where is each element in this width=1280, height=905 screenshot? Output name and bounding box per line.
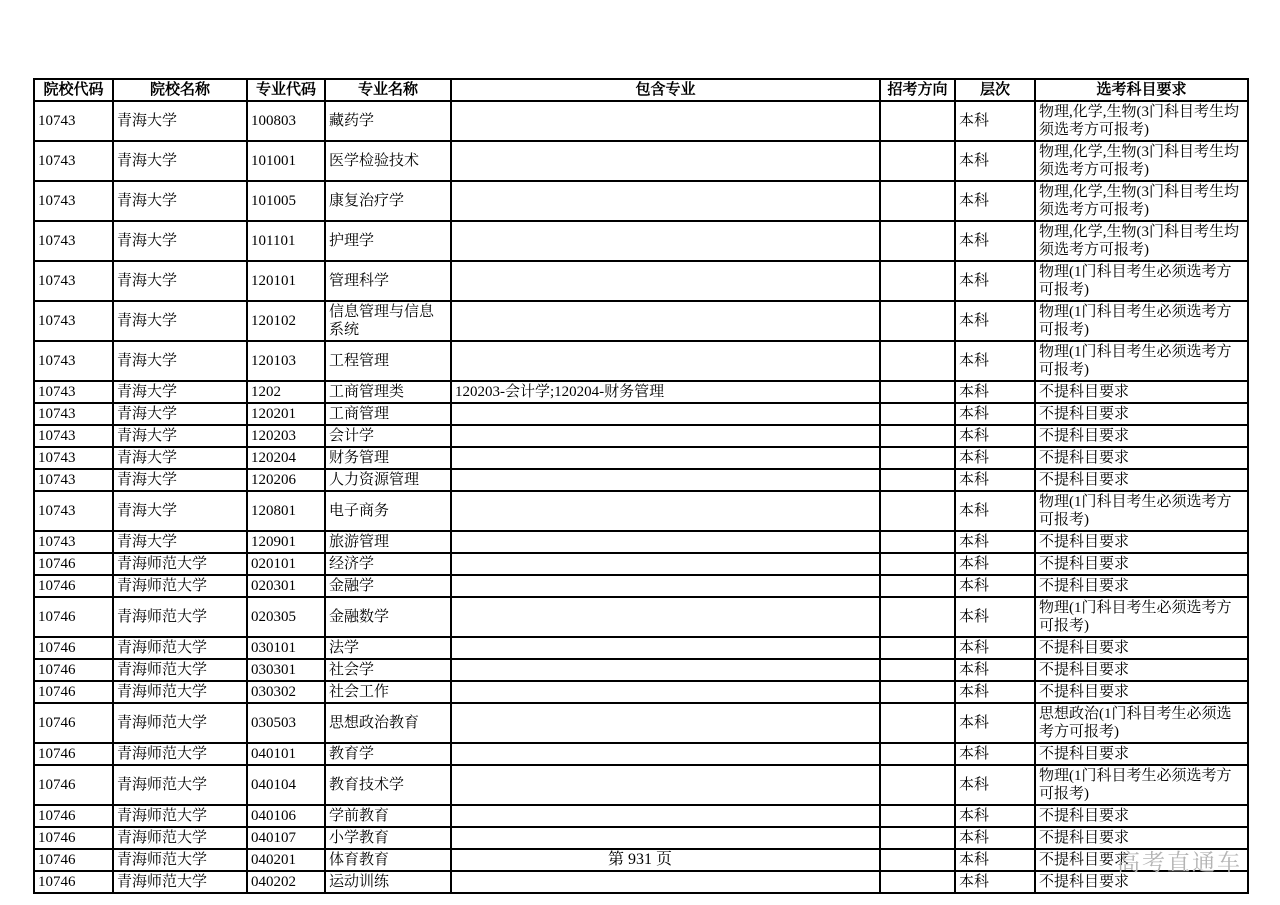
cell-included-majors bbox=[451, 805, 880, 827]
cell-exam-direction bbox=[880, 743, 955, 765]
cell-exam-direction bbox=[880, 597, 955, 637]
cell-major-name: 护理学 bbox=[325, 221, 451, 261]
cell-included-majors bbox=[451, 637, 880, 659]
cell-college-code: 10746 bbox=[34, 871, 113, 893]
cell-exam-direction bbox=[880, 301, 955, 341]
cell-college-code: 10746 bbox=[34, 827, 113, 849]
cell-level: 本科 bbox=[955, 261, 1035, 301]
cell-college-name: 青海大学 bbox=[113, 469, 247, 491]
cell-included-majors bbox=[451, 743, 880, 765]
table-body bbox=[34, 101, 1248, 893]
cell-college-code: 10743 bbox=[34, 469, 113, 491]
table-row bbox=[34, 341, 1248, 381]
cell-included-majors bbox=[451, 491, 880, 531]
cell-college-name: 青海大学 bbox=[113, 221, 247, 261]
cell-major-name: 旅游管理 bbox=[325, 531, 451, 553]
cell-college-name: 青海大学 bbox=[113, 403, 247, 425]
cell-major-code: 040202 bbox=[247, 871, 325, 893]
cell-subject-requirements: 不提科目要求 bbox=[1035, 637, 1248, 659]
table-row bbox=[34, 637, 1248, 659]
cell-exam-direction bbox=[880, 181, 955, 221]
cell-level: 本科 bbox=[955, 597, 1035, 637]
table-row bbox=[34, 765, 1248, 805]
cell-college-code: 10743 bbox=[34, 491, 113, 531]
cell-included-majors bbox=[451, 469, 880, 491]
cell-major-code: 030101 bbox=[247, 637, 325, 659]
cell-major-code: 020305 bbox=[247, 597, 325, 637]
cell-major-code: 120206 bbox=[247, 469, 325, 491]
cell-included-majors bbox=[451, 553, 880, 575]
cell-included-majors bbox=[451, 447, 880, 469]
table-row bbox=[34, 743, 1248, 765]
table-row bbox=[34, 531, 1248, 553]
cell-college-name: 青海大学 bbox=[113, 531, 247, 553]
cell-college-name: 青海大学 bbox=[113, 447, 247, 469]
table-row bbox=[34, 301, 1248, 341]
cell-exam-direction bbox=[880, 681, 955, 703]
cell-major-name: 人力资源管理 bbox=[325, 469, 451, 491]
cell-exam-direction bbox=[880, 381, 955, 403]
cell-subject-requirements: 不提科目要求 bbox=[1035, 827, 1248, 849]
cell-level: 本科 bbox=[955, 425, 1035, 447]
page-number: 第 931 页 bbox=[607, 851, 672, 868]
cell-college-code: 10746 bbox=[34, 805, 113, 827]
column-header-college-code: 院校代码 bbox=[34, 79, 113, 101]
cell-level: 本科 bbox=[955, 637, 1035, 659]
cell-exam-direction bbox=[880, 101, 955, 141]
cell-level: 本科 bbox=[955, 849, 1035, 871]
table-row bbox=[34, 141, 1248, 181]
cell-college-code: 10746 bbox=[34, 575, 113, 597]
cell-subject-requirements: 不提科目要求 bbox=[1035, 381, 1248, 403]
cell-included-majors bbox=[451, 681, 880, 703]
cell-included-majors bbox=[451, 597, 880, 637]
cell-included-majors bbox=[451, 575, 880, 597]
cell-subject-requirements: 不提科目要求 bbox=[1035, 849, 1248, 871]
cell-major-name: 社会工作 bbox=[325, 681, 451, 703]
cell-college-name: 青海大学 bbox=[113, 491, 247, 531]
table-row bbox=[34, 221, 1248, 261]
cell-major-name: 社会学 bbox=[325, 659, 451, 681]
cell-exam-direction bbox=[880, 659, 955, 681]
cell-subject-requirements: 不提科目要求 bbox=[1035, 403, 1248, 425]
cell-subject-requirements: 不提科目要求 bbox=[1035, 743, 1248, 765]
cell-exam-direction bbox=[880, 637, 955, 659]
cell-major-code: 020101 bbox=[247, 553, 325, 575]
cell-major-name: 医学检验技术 bbox=[325, 141, 451, 181]
cell-college-name: 青海师范大学 bbox=[113, 703, 247, 743]
table-row bbox=[34, 469, 1248, 491]
column-header-major-code: 专业代码 bbox=[247, 79, 325, 101]
cell-exam-direction bbox=[880, 805, 955, 827]
cell-major-code: 030503 bbox=[247, 703, 325, 743]
cell-subject-requirements: 物理,化学,生物(3门科目考生均须选考方可报考) bbox=[1035, 101, 1248, 141]
table-row bbox=[34, 261, 1248, 301]
watermark-brand: 高考直通车 bbox=[1117, 849, 1242, 875]
cell-major-code: 101101 bbox=[247, 221, 325, 261]
cell-college-code: 10743 bbox=[34, 141, 113, 181]
cell-subject-requirements: 不提科目要求 bbox=[1035, 469, 1248, 491]
cell-level: 本科 bbox=[955, 181, 1035, 221]
cell-major-name: 康复治疗学 bbox=[325, 181, 451, 221]
column-header-college-name: 院校名称 bbox=[113, 79, 247, 101]
cell-subject-requirements: 不提科目要求 bbox=[1035, 575, 1248, 597]
cell-major-name: 管理科学 bbox=[325, 261, 451, 301]
cell-subject-requirements: 物理,化学,生物(3门科目考生均须选考方可报考) bbox=[1035, 181, 1248, 221]
cell-major-code: 030301 bbox=[247, 659, 325, 681]
cell-included-majors bbox=[451, 425, 880, 447]
cell-level: 本科 bbox=[955, 469, 1035, 491]
cell-exam-direction bbox=[880, 403, 955, 425]
cell-college-code: 10743 bbox=[34, 381, 113, 403]
cell-included-majors bbox=[451, 765, 880, 805]
cell-included-majors bbox=[451, 703, 880, 743]
cell-major-name: 藏药学 bbox=[325, 101, 451, 141]
cell-subject-requirements: 不提科目要求 bbox=[1035, 659, 1248, 681]
table-row bbox=[34, 101, 1248, 141]
cell-level: 本科 bbox=[955, 221, 1035, 261]
cell-major-name: 法学 bbox=[325, 637, 451, 659]
cell-included-majors bbox=[451, 101, 880, 141]
cell-included-majors bbox=[451, 181, 880, 221]
table-row bbox=[34, 597, 1248, 637]
cell-major-code: 120201 bbox=[247, 403, 325, 425]
cell-included-majors bbox=[451, 403, 880, 425]
cell-level: 本科 bbox=[955, 403, 1035, 425]
cell-major-name: 工商管理类 bbox=[325, 381, 451, 403]
cell-major-name: 金融学 bbox=[325, 575, 451, 597]
cell-level: 本科 bbox=[955, 703, 1035, 743]
cell-level: 本科 bbox=[955, 575, 1035, 597]
cell-subject-requirements: 物理(1门科目考生必须选考方可报考) bbox=[1035, 765, 1248, 805]
cell-included-majors bbox=[451, 341, 880, 381]
table-row bbox=[34, 871, 1248, 893]
cell-major-name: 经济学 bbox=[325, 553, 451, 575]
cell-major-code: 040104 bbox=[247, 765, 325, 805]
table-row bbox=[34, 491, 1248, 531]
cell-college-code: 10746 bbox=[34, 681, 113, 703]
cell-included-majors bbox=[451, 301, 880, 341]
cell-major-code: 040201 bbox=[247, 849, 325, 871]
cell-college-name: 青海师范大学 bbox=[113, 765, 247, 805]
admissions-table bbox=[33, 78, 1249, 894]
cell-level: 本科 bbox=[955, 805, 1035, 827]
cell-college-code: 10746 bbox=[34, 637, 113, 659]
cell-college-code: 10746 bbox=[34, 703, 113, 743]
cell-subject-requirements: 物理(1门科目考生必须选考方可报考) bbox=[1035, 341, 1248, 381]
cell-college-name: 青海大学 bbox=[113, 141, 247, 181]
cell-college-code: 10743 bbox=[34, 425, 113, 447]
cell-major-code: 020301 bbox=[247, 575, 325, 597]
table-row bbox=[34, 553, 1248, 575]
cell-major-code: 101001 bbox=[247, 141, 325, 181]
cell-subject-requirements: 物理,化学,生物(3门科目考生均须选考方可报考) bbox=[1035, 141, 1248, 181]
cell-subject-requirements: 不提科目要求 bbox=[1035, 425, 1248, 447]
cell-level: 本科 bbox=[955, 301, 1035, 341]
cell-subject-requirements: 不提科目要求 bbox=[1035, 531, 1248, 553]
column-header-level: 层次 bbox=[955, 79, 1035, 101]
cell-exam-direction bbox=[880, 341, 955, 381]
cell-exam-direction bbox=[880, 491, 955, 531]
cell-level: 本科 bbox=[955, 871, 1035, 893]
cell-subject-requirements: 物理(1门科目考生必须选考方可报考) bbox=[1035, 261, 1248, 301]
cell-college-name: 青海师范大学 bbox=[113, 575, 247, 597]
cell-subject-requirements: 物理,化学,生物(3门科目考生均须选考方可报考) bbox=[1035, 221, 1248, 261]
cell-college-code: 10746 bbox=[34, 553, 113, 575]
cell-included-majors bbox=[451, 659, 880, 681]
cell-major-code: 1202 bbox=[247, 381, 325, 403]
cell-level: 本科 bbox=[955, 765, 1035, 805]
cell-level: 本科 bbox=[955, 381, 1035, 403]
cell-college-name: 青海师范大学 bbox=[113, 553, 247, 575]
cell-college-name: 青海师范大学 bbox=[113, 637, 247, 659]
cell-exam-direction bbox=[880, 765, 955, 805]
table-row bbox=[34, 381, 1248, 403]
cell-major-name: 财务管理 bbox=[325, 447, 451, 469]
cell-college-code: 10746 bbox=[34, 597, 113, 637]
cell-major-name: 运动训练 bbox=[325, 871, 451, 893]
cell-college-name: 青海师范大学 bbox=[113, 681, 247, 703]
cell-level: 本科 bbox=[955, 827, 1035, 849]
cell-major-name: 信息管理与信息系统 bbox=[325, 301, 451, 341]
cell-major-name: 思想政治教育 bbox=[325, 703, 451, 743]
cell-major-name: 金融数学 bbox=[325, 597, 451, 637]
header-row bbox=[34, 79, 1248, 101]
cell-college-name: 青海师范大学 bbox=[113, 871, 247, 893]
cell-major-code: 120103 bbox=[247, 341, 325, 381]
cell-exam-direction bbox=[880, 531, 955, 553]
cell-included-majors bbox=[451, 141, 880, 181]
cell-college-code: 10743 bbox=[34, 101, 113, 141]
cell-exam-direction bbox=[880, 553, 955, 575]
column-header-exam-direction: 招考方向 bbox=[880, 79, 955, 101]
cell-major-name: 工程管理 bbox=[325, 341, 451, 381]
cell-subject-requirements: 思想政治(1门科目考生必须选考方可报考) bbox=[1035, 703, 1248, 743]
cell-major-code: 120102 bbox=[247, 301, 325, 341]
cell-college-code: 10743 bbox=[34, 261, 113, 301]
table-row bbox=[34, 447, 1248, 469]
cell-major-name: 工商管理 bbox=[325, 403, 451, 425]
cell-major-code: 040101 bbox=[247, 743, 325, 765]
cell-subject-requirements: 物理(1门科目考生必须选考方可报考) bbox=[1035, 491, 1248, 531]
cell-college-name: 青海师范大学 bbox=[113, 849, 247, 871]
cell-level: 本科 bbox=[955, 743, 1035, 765]
cell-level: 本科 bbox=[955, 659, 1035, 681]
cell-included-majors: 120203-会计学;120204-财务管理 bbox=[451, 381, 880, 403]
cell-college-code: 10743 bbox=[34, 181, 113, 221]
cell-major-name: 教育学 bbox=[325, 743, 451, 765]
cell-college-code: 10746 bbox=[34, 659, 113, 681]
cell-college-name: 青海大学 bbox=[113, 101, 247, 141]
cell-subject-requirements: 不提科目要求 bbox=[1035, 447, 1248, 469]
cell-major-name: 体育教育 bbox=[325, 849, 451, 871]
cell-exam-direction bbox=[880, 575, 955, 597]
cell-level: 本科 bbox=[955, 681, 1035, 703]
cell-subject-requirements: 不提科目要求 bbox=[1035, 871, 1248, 893]
cell-exam-direction bbox=[880, 703, 955, 743]
cell-exam-direction bbox=[880, 871, 955, 893]
cell-major-code: 120203 bbox=[247, 425, 325, 447]
cell-college-name: 青海大学 bbox=[113, 425, 247, 447]
cell-college-code: 10746 bbox=[34, 765, 113, 805]
cell-exam-direction bbox=[880, 141, 955, 181]
cell-college-code: 10743 bbox=[34, 341, 113, 381]
table-row bbox=[34, 575, 1248, 597]
cell-college-code: 10746 bbox=[34, 743, 113, 765]
column-header-included-majors: 包含专业 bbox=[451, 79, 880, 101]
cell-included-majors bbox=[451, 221, 880, 261]
table-row bbox=[34, 681, 1248, 703]
cell-college-name: 青海师范大学 bbox=[113, 743, 247, 765]
cell-subject-requirements: 不提科目要求 bbox=[1035, 553, 1248, 575]
cell-college-name: 青海大学 bbox=[113, 341, 247, 381]
cell-included-majors bbox=[451, 261, 880, 301]
cell-college-name: 青海大学 bbox=[113, 181, 247, 221]
cell-major-code: 120204 bbox=[247, 447, 325, 469]
cell-college-name: 青海大学 bbox=[113, 261, 247, 301]
cell-exam-direction bbox=[880, 221, 955, 261]
cell-subject-requirements: 不提科目要求 bbox=[1035, 805, 1248, 827]
column-header-major-name: 专业名称 bbox=[325, 79, 451, 101]
cell-level: 本科 bbox=[955, 447, 1035, 469]
cell-major-code: 030302 bbox=[247, 681, 325, 703]
cell-included-majors bbox=[451, 871, 880, 893]
table-row bbox=[34, 805, 1248, 827]
cell-level: 本科 bbox=[955, 141, 1035, 181]
cell-college-name: 青海大学 bbox=[113, 381, 247, 403]
cell-major-code: 120101 bbox=[247, 261, 325, 301]
cell-exam-direction bbox=[880, 261, 955, 301]
cell-included-majors bbox=[451, 531, 880, 553]
cell-college-code: 10743 bbox=[34, 301, 113, 341]
cell-level: 本科 bbox=[955, 491, 1035, 531]
table-row bbox=[34, 703, 1248, 743]
cell-major-name: 会计学 bbox=[325, 425, 451, 447]
table-row bbox=[34, 181, 1248, 221]
cell-exam-direction bbox=[880, 447, 955, 469]
cell-college-name: 青海师范大学 bbox=[113, 659, 247, 681]
cell-major-code: 120801 bbox=[247, 491, 325, 531]
column-header-subject-requirements: 选考科目要求 bbox=[1035, 79, 1248, 101]
cell-level: 本科 bbox=[955, 531, 1035, 553]
cell-subject-requirements: 物理(1门科目考生必须选考方可报考) bbox=[1035, 301, 1248, 341]
cell-college-name: 青海师范大学 bbox=[113, 597, 247, 637]
cell-college-name: 青海大学 bbox=[113, 301, 247, 341]
cell-level: 本科 bbox=[955, 553, 1035, 575]
cell-college-code: 10743 bbox=[34, 221, 113, 261]
cell-level: 本科 bbox=[955, 101, 1035, 141]
cell-college-code: 10743 bbox=[34, 531, 113, 553]
table-row bbox=[34, 425, 1248, 447]
cell-subject-requirements: 不提科目要求 bbox=[1035, 681, 1248, 703]
table-row bbox=[34, 659, 1248, 681]
cell-major-code: 040107 bbox=[247, 827, 325, 849]
cell-major-code: 101005 bbox=[247, 181, 325, 221]
cell-college-name: 青海师范大学 bbox=[113, 805, 247, 827]
cell-major-code: 040106 bbox=[247, 805, 325, 827]
table-row bbox=[34, 403, 1248, 425]
cell-level: 本科 bbox=[955, 341, 1035, 381]
cell-major-code: 100803 bbox=[247, 101, 325, 141]
cell-exam-direction bbox=[880, 469, 955, 491]
cell-college-code: 10746 bbox=[34, 849, 113, 871]
cell-major-name: 学前教育 bbox=[325, 805, 451, 827]
cell-college-name: 青海师范大学 bbox=[113, 827, 247, 849]
cell-major-name: 小学教育 bbox=[325, 827, 451, 849]
cell-major-name: 教育技术学 bbox=[325, 765, 451, 805]
cell-major-name: 电子商务 bbox=[325, 491, 451, 531]
cell-college-code: 10743 bbox=[34, 403, 113, 425]
cell-subject-requirements: 物理(1门科目考生必须选考方可报考) bbox=[1035, 597, 1248, 637]
cell-exam-direction bbox=[880, 425, 955, 447]
cell-college-code: 10743 bbox=[34, 447, 113, 469]
cell-major-code: 120901 bbox=[247, 531, 325, 553]
